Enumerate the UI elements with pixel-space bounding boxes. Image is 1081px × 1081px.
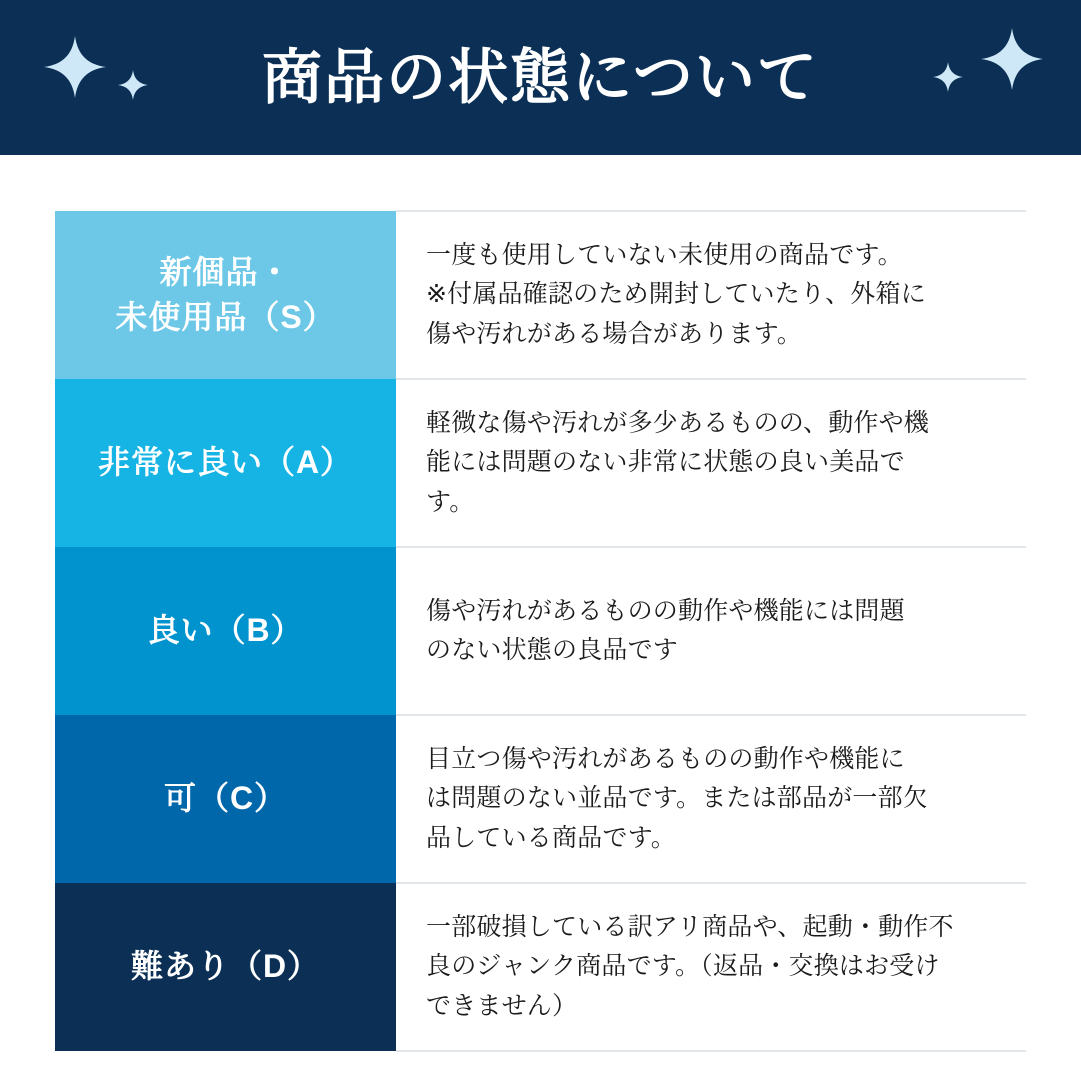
description-cell-c: [396, 715, 1026, 883]
table-row: [55, 547, 1026, 715]
description-line: 傷や汚れがある場合があります。: [426, 319, 803, 348]
condition-table-wrapper: [0, 155, 1081, 1052]
sparkle-icon-right: [981, 28, 1043, 90]
grade-label-line: 新個品・: [159, 253, 292, 290]
page-title: 商品の状態について: [262, 43, 819, 111]
description-line: 軽微な傷や汚れが多少あるものの、動作や機: [426, 408, 930, 437]
table-row: [55, 883, 1026, 1051]
description-line: のない状態の良品です: [426, 636, 679, 664]
grade-cell-c: [55, 715, 396, 883]
description-cell-s: [396, 211, 1026, 379]
description-line: 一部破損している訳アリ商品や、起動・動作不: [426, 912, 954, 941]
table-row: [55, 211, 1026, 379]
grade-label-line: 良い（B）: [147, 612, 304, 649]
description-line: す。: [426, 487, 475, 516]
table-row: [55, 379, 1026, 547]
grade-label-line: 未使用品（S）: [115, 299, 336, 335]
description-line: は問題のない並品です。または部品が一部欠: [426, 784, 929, 813]
grade-cell-s: [55, 211, 396, 379]
page-header-banner: [0, 0, 1081, 155]
description-cell-a: [396, 379, 1026, 547]
grade-cell-d: [55, 883, 396, 1051]
grade-cell-a: [55, 379, 396, 547]
grade-cell-b: [55, 547, 396, 715]
description-cell-b: [396, 547, 1026, 715]
description-line: 目立つ傷や汚れがあるものの動作や機能に: [426, 744, 905, 773]
condition-table: [55, 210, 1026, 1052]
description-line: 品している商品です。: [426, 823, 677, 852]
grade-label-line: 非常に良い（A）: [97, 444, 354, 481]
description-line: 一度も使用していない未使用の商品です。: [426, 240, 903, 269]
description-line: できません）: [426, 991, 578, 1020]
sparkle-small-icon: [118, 70, 148, 100]
sparkle-icon: [44, 36, 106, 98]
grade-label-line: 難あり（D）: [130, 948, 321, 985]
description-line: 傷や汚れがあるものの動作や機能には問題: [426, 596, 905, 625]
description-line: 能には問題のない非常に状態の良い美品で: [426, 448, 905, 477]
description-line: ※付属品確認のため開封していたり、外箱に: [426, 280, 926, 309]
description-cell-d: [396, 883, 1026, 1051]
sparkle-small-icon-right: [933, 62, 963, 92]
grade-label-line: 可（C）: [163, 780, 288, 817]
table-row: [55, 715, 1026, 883]
description-line: 良のジャンク商品です。（返品・交換はお受け: [426, 952, 940, 981]
